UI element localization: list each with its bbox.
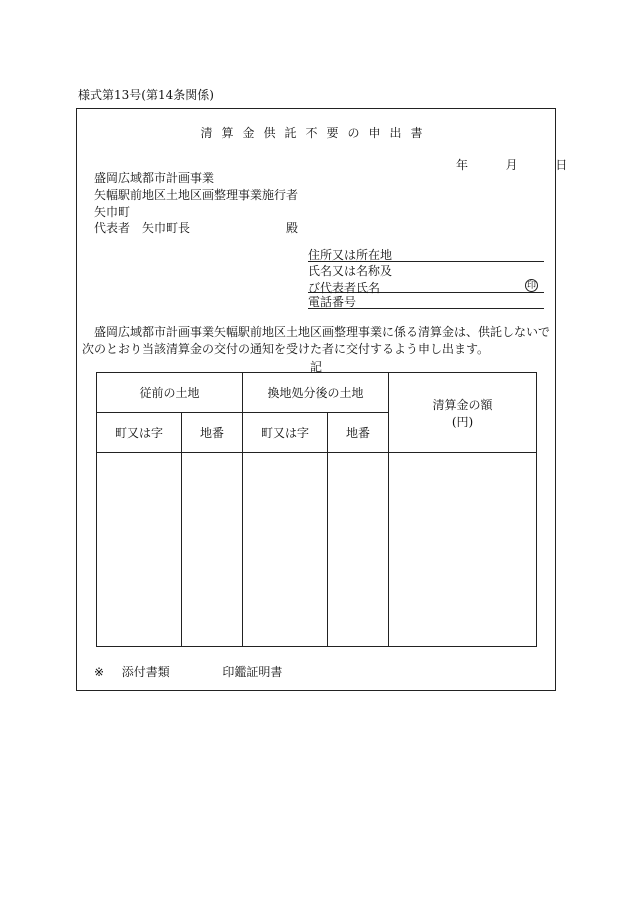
- amount-header: [389, 373, 537, 453]
- applicant-phone-field[interactable]: [308, 293, 544, 309]
- applicant-address-field[interactable]: [308, 246, 544, 262]
- date-row: [456, 156, 567, 173]
- settlement-table: [96, 372, 537, 647]
- request-statement: [82, 324, 552, 358]
- after-town-header: 町又は字: [243, 413, 328, 453]
- date-year: 年: [456, 158, 469, 172]
- addressee-line-1: 盛岡広域都市計画事業: [94, 171, 215, 185]
- before-land-header: 従前の土地: [97, 373, 243, 413]
- amount-header-unit: (円): [451, 414, 474, 429]
- amount-header-label: 清算金の額: [432, 397, 493, 412]
- seal-mark: 印: [526, 281, 536, 291]
- after-lot-header: 地番: [328, 413, 389, 453]
- applicant-name-label-2: び代表者氏名: [308, 281, 381, 295]
- before-town-header: 町又は字: [97, 413, 182, 453]
- applicant-name-label-1: 氏名又は名称及: [308, 264, 393, 278]
- after-town-cell[interactable]: [243, 453, 328, 647]
- attachment-item: 印鑑証明書: [222, 665, 283, 679]
- before-lot-cell[interactable]: [182, 453, 243, 647]
- applicant-address-label: 住所又は所在地: [308, 248, 393, 262]
- applicant-phone-label: 電話番号: [308, 295, 357, 309]
- attachment-label: 添付書類: [121, 665, 170, 679]
- after-land-header: 換地処分後の土地: [243, 373, 389, 413]
- attachment-mark: ※: [94, 665, 105, 679]
- after-lot-cell[interactable]: [328, 453, 389, 647]
- date-day: 日: [555, 158, 568, 172]
- request-statement-text: 盛岡広域都市計画事業矢幅駅前地区土地区画整理事業に係る清算金は、供託しないで次のとおり当該清算金の交付の通知を受けた者に交付するよう申し出ます。: [82, 325, 551, 356]
- before-lot-header: 地番: [182, 413, 243, 453]
- before-town-cell[interactable]: [97, 453, 182, 647]
- amount-cell[interactable]: [389, 453, 537, 647]
- applicant-name-field[interactable]: [308, 262, 544, 293]
- addressee-line-3: 矢巾町: [94, 205, 131, 219]
- addressee-line-4: 代表者 矢巾町長: [94, 221, 191, 235]
- ki-heading: 記: [309, 360, 322, 374]
- form-title: 清算金供託不要の申出書: [200, 126, 432, 140]
- addressee-honorific: 殿: [286, 221, 299, 235]
- addressee-line-2: 矢幅駅前地区土地区画整理事業施行者: [94, 188, 299, 202]
- date-month: 月: [505, 158, 518, 172]
- form-number: 様式第13号(第14条関係): [78, 88, 214, 102]
- attachment-note: [94, 663, 282, 680]
